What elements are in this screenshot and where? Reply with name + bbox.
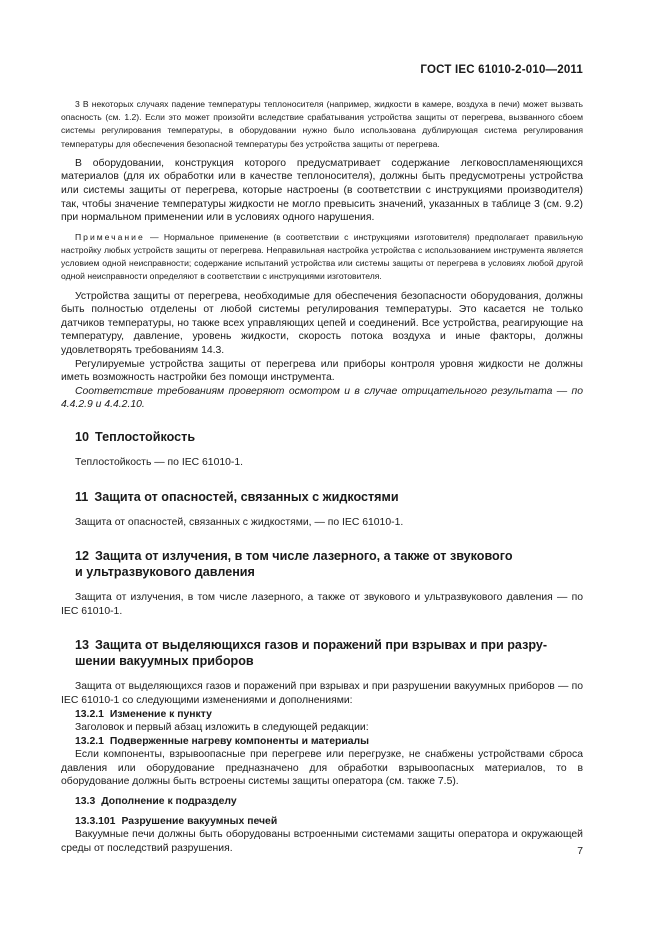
paragraph-conformity: Соответствие требованиям проверяют осмотром и в случае отрицательного результата — по 4.4.2.9 и 4.4.2.10. [61, 385, 583, 411]
section-10-text: Теплостойкость — по IEC 61010-1. [75, 456, 244, 468]
section-12-text: Защита от излучения, в том числе лазерного, а также от звукового и ультразвукового давления — по IEC 61010-1. [61, 592, 583, 617]
document-header: ГОСТ IEC 61010-2-010—2011 [420, 64, 583, 76]
section-11-text: Защита от опасностей, связанных с жидкостями, — по IEC 61010-1. [75, 516, 404, 528]
section-11-heading: 11 Защита от опасностей, связанных с жидкостями [75, 489, 399, 504]
subsection-13-2-1-text: Заголовок и первый абзац изложить в следующей редакции: [75, 722, 369, 734]
subsection-13-3-101-text: Вакуумные печи должны быть оборудованы встроенными системами защиты оператора и окружающей среды от последствий разрушения. [61, 829, 583, 854]
paragraph-adjustable: Регулируемые устройства защиты от перегрева или приборы контроля уровня жидкости не должны иметь возможность настройки без помощи инструмента. [61, 358, 583, 384]
page-number: 7 [577, 846, 583, 857]
subsection-13-3-heading: 13.3 Дополнение к подразделу [75, 796, 237, 808]
subsection-13-2-1-heading: 13.2.1 Изменение к пункту [75, 708, 212, 720]
paragraph-separation: Устройства защиты от перегрева, необходимые для обеспечения безопасности оборудования, должны быть полностью отделены от любой системы регулирования температуры. Это касается не только датчиков температуры, но также всех управляющих цепей и соединений. Все устройства, реагирующие на температуру, давление, уровень жидкости, скорость потока воздуха и иные факторы, должны удовлетворять требованиям 14.3. [61, 290, 583, 356]
section-13-text: Защита от выделяющихся газов и поражений при взрывах и при разрушении вакуумных приборов — по IEC 61010-1 со следующими изменениями и дополнениями: [61, 681, 583, 706]
note-label: Примечание [75, 231, 145, 242]
note-text: — Нормальное применение (в соответствии с инструкциями изготовителя) предполагает правильную настройку любых устройств защиты от перегрева. Неправильная настройка устройства с использованием инструмента является условием одной неисправности; содержание испытаний устройства или системы защиты от перегрева в условиях любой другой одной неисправности определяют в соответствии с инструкциями изготовителя. [61, 231, 583, 282]
note-normal-use [61, 231, 583, 284]
section-13-heading: 13 Защита от выделяющихся газов и поражений при взрывах и при разру- шении вакуумных приборов [75, 638, 548, 669]
subsection-13-2-1-new-text: Если компоненты, взрывоопасные при перегреве или перегрузке, не снабжены устройствами сброса давления или оборудование предназначено для обработки взрывоопасных материалов, то в оборудование должны быть встроены системы защиты оператора (см. также 7.5). [61, 749, 583, 788]
section-10-heading: 10 Теплостойкость [75, 429, 196, 444]
note-3: 3 В некоторых случаях падение температуры теплоносителя (например, жидкости в камере, воздуха в печи) может вызвать опасность (см. 1.2). Если это может произойти вследствие срабатывания устройства защиты от перегрева, вызванного сбоем системы регулирования температуры, в оборудовании нужно было использована дублирующая система регулирования температуры для обеспечения безопасной температуры без устройства защиты от перегрева. [61, 99, 583, 149]
subsection-13-3-101-heading: 13.3.101 Разрушение вакуумных печей [75, 815, 278, 827]
paragraph-flammable: В оборудовании, конструкция которого предусматривает содержание легковоспламеняющихся материалов (для их обработки или в качестве теплоносителя), должны быть предусмотрены устройства или системы защиты от перегрева, которые настроены (в соответствии с инструкциями производителя) так, чтобы значение температуры жидкости не могло превысить значений, указанных в таблице 3 (см. 9.2) при нормальном применении или в условиях одного нарушения. [61, 157, 583, 224]
section-12-heading: 12 Защита от излучения, в том числе лазерного, а также от звукового и ультразвукового давления [75, 549, 513, 580]
subsection-13-2-1-new-heading: 13.2.1 Подверженные нагреву компоненты и материалы [75, 735, 370, 747]
